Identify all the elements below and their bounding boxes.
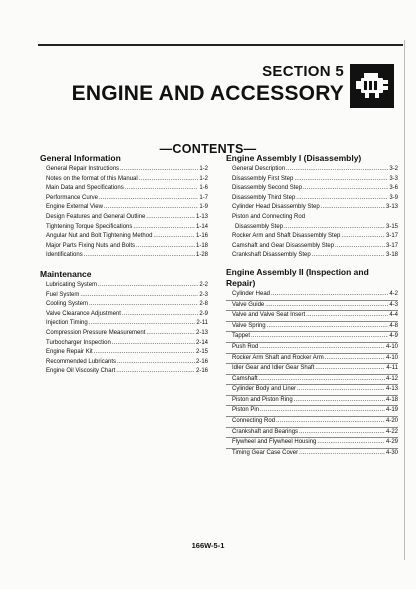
toc-entry[interactable]: Engine External View ..... 1-9 (40, 203, 208, 213)
engine-icon (350, 64, 394, 108)
section-header (72, 63, 344, 106)
section-title: ENGINE AND ACCESSORY (71, 82, 344, 105)
general-information-heading: General Information (40, 153, 121, 163)
toc-entry[interactable]: Notes on the format of this Manual ..... 1-2 (40, 175, 208, 185)
toc-entry[interactable]: Cylinder Head ..... 4-2 (226, 290, 398, 301)
disassembly-heading: Engine Assembly I (Disassembly) (226, 153, 362, 163)
toc-entry[interactable]: Piston and Piston Ring ..... 4-18 (226, 396, 398, 407)
section-number: SECTION 5 (262, 63, 344, 80)
toc-entry[interactable]: Fuel System ..... 2-3 (40, 291, 208, 301)
toc-entry[interactable]: Disassembly Third Step ..... 3-9 (226, 194, 398, 204)
toc-entry[interactable]: Disassembly Step ..... 3-15 (226, 223, 398, 233)
toc-entry[interactable]: Disassembly First Step ..... 3-3 (226, 175, 398, 185)
toc-entry[interactable]: Cylinder Body and Liner ..... 4-13 (226, 385, 398, 396)
toc-entry[interactable]: Rocker Arm and Shaft Disassembly Step ..... 3-17 (226, 232, 398, 242)
toc-entry[interactable]: Compression Pressure Measurement ..... 2-13 (40, 329, 208, 339)
toc-entry[interactable]: Injection Timing ..... 2-11 (40, 319, 208, 329)
maintenance-list (40, 281, 208, 377)
toc-entry[interactable]: Valve and Valve Seat Insert ..... 4-4 (226, 311, 398, 322)
toc-entry[interactable]: Tappet ..... 4-9 (226, 332, 398, 343)
toc-entry[interactable]: Engine Repair Kit ..... 2-15 (40, 348, 208, 358)
toc-entry[interactable]: Valve Clearance Adjustment ..... 2-9 (40, 310, 208, 320)
toc-entry[interactable]: Timing Gear Case Cover ..... 4-30 (226, 449, 398, 459)
toc-entry[interactable]: Piston Pin ..... 4-19 (226, 406, 398, 417)
toc-entry[interactable]: Tightening Torque Specifications ..... 1-14 (40, 223, 208, 233)
toc-entry[interactable]: Valve Guide ..... 4-3 (226, 301, 398, 312)
inspection-heading: Engine Assembly II (Inspection and Repair) (226, 266, 369, 288)
toc-entry[interactable]: Rocker Arm Shaft and Rocker Arm ..... 4-10 (226, 354, 398, 365)
toc-entry[interactable]: Engine Oil Viscosity Chart ..... 2-16 (40, 367, 208, 377)
toc-entry[interactable]: Camshaft ..... 4-12 (226, 375, 398, 386)
toc-entry[interactable]: Identifications ..... 1-28 (40, 251, 208, 261)
toc-entry[interactable]: General Repair Instructions ..... 1-2 (40, 165, 208, 175)
contents-title: —CONTENTS— (159, 142, 257, 156)
toc-entry[interactable]: Cooling System ..... 2-8 (40, 300, 208, 310)
general-information-list (40, 165, 208, 261)
left-column (40, 153, 208, 377)
toc-entry[interactable]: Camshaft and Gear Disassembly Step ..... 3-17 (226, 242, 398, 252)
toc-entry[interactable]: Recommended Lubricants ..... 2-16 (40, 358, 208, 368)
toc-entry[interactable]: General Description ..... 3-2 (226, 165, 398, 175)
toc-entry[interactable]: Crankshaft Disassembly Step ..... 3-18 (226, 251, 398, 261)
disassembly-list (226, 165, 398, 261)
toc-entry[interactable]: Connecting Rod ..... 4-20 (226, 417, 398, 428)
toc-entry[interactable]: Angular Nut and Bolt Tightening Method ..... 1-16 (40, 232, 208, 242)
toc-entry[interactable]: Valve Spring ..... 4-8 (226, 322, 398, 333)
toc-entry[interactable]: Flywheel and Flywheel Housing ..... 4-29 (226, 438, 398, 449)
page-edge-line (404, 40, 405, 560)
toc-entry[interactable]: Design Features and General Outline ..... 1-13 (40, 213, 208, 223)
toc-entry[interactable]: Piston and Connecting Rod (232, 213, 306, 220)
top-rule (38, 44, 403, 46)
toc-entry[interactable]: Cylinder Head Disassembly Step ..... 3-13 (226, 203, 398, 213)
toc-entry[interactable]: Crankshaft and Bearings ..... 4-22 (226, 428, 398, 439)
toc-entry[interactable]: Performance Curve ..... 1-7 (40, 194, 208, 204)
toc-entry[interactable]: Lubricating System ..... 2-2 (40, 281, 208, 291)
toc-entry[interactable]: Turbocharger Inspection ..... 2-14 (40, 339, 208, 349)
toc-entry[interactable]: Push Rod ..... 4-10 (226, 343, 398, 354)
inspection-list (226, 290, 398, 459)
toc-entry[interactable]: Major Parts Fixing Nuts and Bolts ..... 1-18 (40, 242, 208, 252)
right-column (226, 153, 398, 458)
page-number: 166W-5-1 (191, 541, 225, 550)
toc-entry[interactable]: Idler Gear and Idler Gear Shaft ..... 4-11 (226, 364, 398, 375)
maintenance-heading: Maintenance (40, 268, 92, 279)
toc-entry[interactable]: Disassembly Second Step ..... 3-6 (226, 184, 398, 194)
toc-entry[interactable]: Main Data and Specifications ..... 1-6 (40, 184, 208, 194)
